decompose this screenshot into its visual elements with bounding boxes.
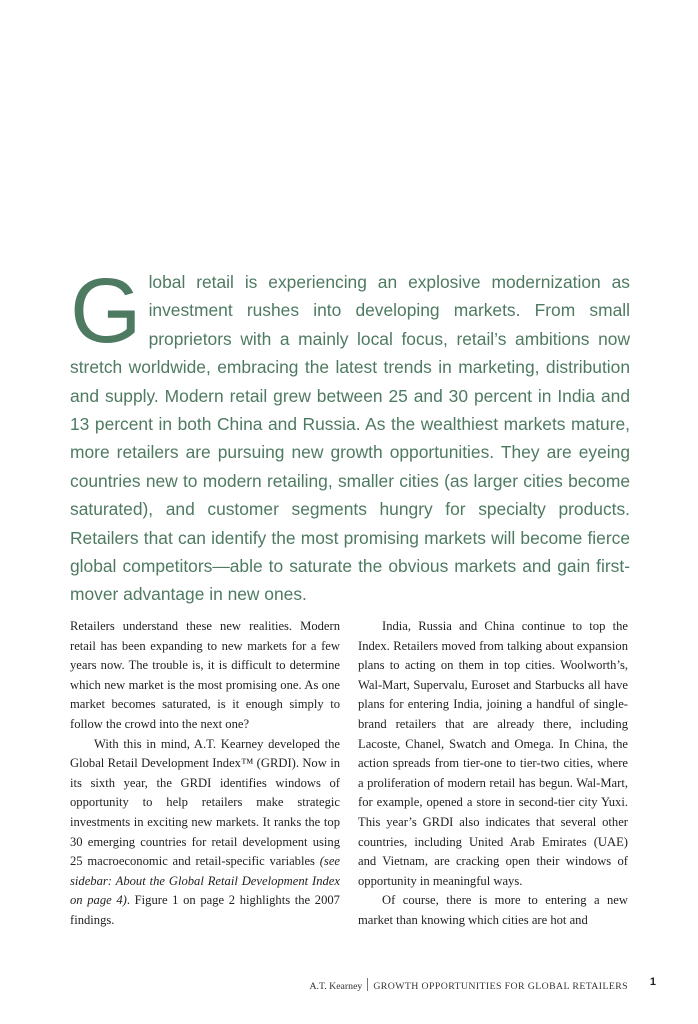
- left-paragraph-2-end: . Figure 1 on page 2 highlights the 2007 findings.: [70, 893, 340, 927]
- footer-title: GROWTH OPPORTUNITIES FOR GLOBAL RETAILERS: [373, 981, 628, 992]
- intro-paragraph: [70, 260, 630, 609]
- left-paragraph-2-text: With this in mind, A.T. Kearney developed the Global Retail Development Index™ (GRDI). Now in its sixth year, the GRDI identifies windows of opportunity to help retailers make strategic investments in exciting new markets. It ranks the top 30 emerging countries for retail development using 25 macroeconomic and retail-specific variables: [70, 736, 340, 869]
- page-footer: [0, 978, 698, 994]
- right-column: [358, 617, 628, 931]
- footer-company: A.T. Kearney: [309, 981, 363, 992]
- sidebar-reference: (see sidebar: About the Global Retail Development Index on page 4): [70, 854, 340, 908]
- footer-divider: [367, 978, 368, 991]
- left-column: [70, 617, 340, 931]
- left-paragraph-2: [70, 735, 340, 931]
- right-paragraph-2: Of course, there is more to entering a new market than knowing which cities are hot and: [358, 893, 628, 927]
- intro-text: lobal retail is experiencing an explosive modernization as investment rushes into developing markets. From small proprietors with a mainly local focus, retail’s ambitions now stretch worldwide, embracing the latest trends in marketing, distribution and supply. Modern retail grew between 25 and 30 percent in India and 13 percent in both China and Russia. As the wealthiest markets mature, more retailers are pursuing new growth opportunities. They are eyeing countries new to modern retailing, smaller cities (as larger cities become saturated), and customer segments hungry for specialty products. Retailers that can identify the most promising markets will become fierce global competitors—able to saturate the obvious markets and gain first-mover advantage in new ones.: [70, 272, 630, 605]
- left-paragraph-1: Retailers understand these new realities. Modern retail has been expanding to new markets for a few years now. The trouble is, it is difficult to determine which new market is the most promising one. As one market becomes saturated, is it enough simply to follow the crowd into the next one?: [70, 619, 340, 731]
- right-paragraph-1: India, Russia and China continue to top the Index. Retailers moved from talking about expansion plans to acting on them in top cities. Woolworth’s, Wal-Mart, Supervalu, Euroset and Starbucks all have plans for entering India, joining a handful of single-brand retailers that are already there, including Lacoste, Chanel, Swatch and Omega. In China, the action spreads from tier-one to tier-two cities, where a proliferation of modern retail has begun. Wal-Mart, for example, opened a store in second-tier city Yuxi. This year’s GRDI also indicates that several other countries, including United Arab Emirates (UAE) and Vietnam, are cracking open their windows of opportunity in meaningful ways.: [358, 619, 628, 888]
- running-footer: [309, 978, 628, 992]
- drop-cap: G: [70, 260, 142, 362]
- page-number: 1: [649, 976, 656, 988]
